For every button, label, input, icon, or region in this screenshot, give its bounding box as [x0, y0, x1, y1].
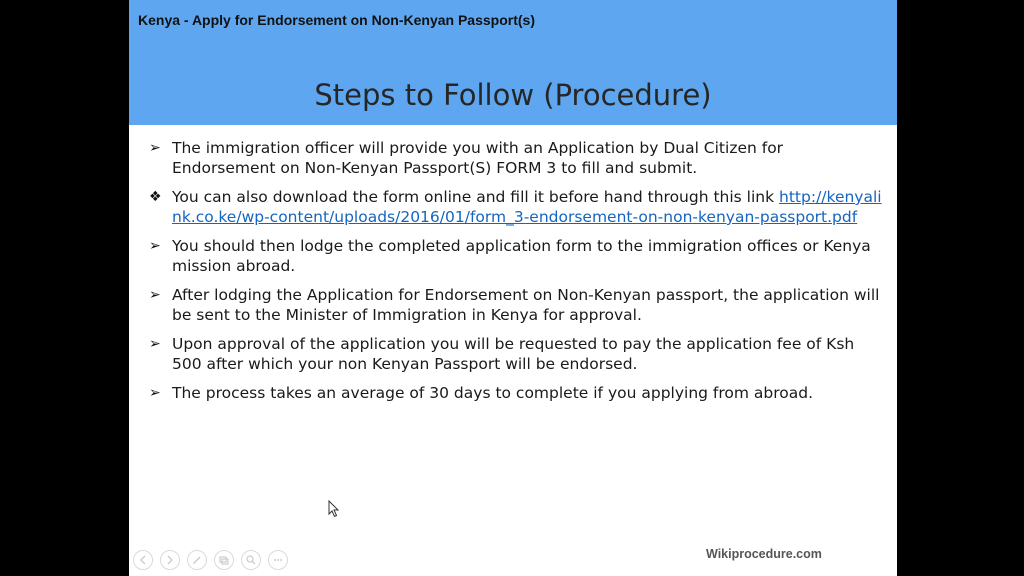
- arrowhead-bullet-icon: ➢: [149, 385, 161, 401]
- arrowhead-bullet-icon: ➢: [149, 238, 161, 254]
- form-download-link[interactable]: http://kenyalink.co.ke/wp-content/uploads/2016/01/form_3-endorsement-on-non-kenyan-passport.pdf: [172, 188, 882, 226]
- bullet-text: You can also download the form online and fill it before hand through this link: [172, 188, 775, 206]
- bullet-text: Upon approval of the application you will be requested to pay the application fee of Ksh 500 after which your non Kenyan Passport will be endorsed.: [172, 335, 855, 373]
- pen-icon[interactable]: [187, 550, 207, 570]
- slides-view-icon[interactable]: [214, 550, 234, 570]
- bullet-item: [147, 187, 887, 227]
- more-options-icon[interactable]: [268, 550, 288, 570]
- slide-title: Steps to Follow (Procedure): [314, 78, 712, 112]
- top-label: Kenya - Apply for Endorsement on Non-Kenyan Passport(s): [138, 12, 535, 28]
- bullet-list: [147, 138, 887, 403]
- bullet-item: [147, 138, 887, 178]
- previous-slide-icon[interactable]: [133, 550, 153, 570]
- arrowhead-bullet-icon: ➢: [149, 140, 161, 156]
- bullet-text: You should then lodge the completed application form to the immigration offices or Kenya mission abroad.: [172, 237, 871, 275]
- slideshow-controls: [133, 550, 288, 570]
- mouse-cursor-icon: [328, 500, 340, 518]
- bullet-item: [147, 285, 887, 325]
- slide: [129, 0, 897, 576]
- bullet-text: After lodging the Application for Endorsement on Non-Kenyan passport, the application will be sent to the Minister of Immigration in Kenya for approval.: [172, 286, 880, 324]
- arrowhead-bullet-icon: ➢: [149, 287, 161, 303]
- zoom-icon[interactable]: [241, 550, 261, 570]
- bullet-text: The immigration officer will provide you with an Application by Dual Citizen for Endorsement on Non-Kenyan Passport(S) FORM 3 to fill and submit.: [172, 139, 784, 177]
- next-slide-icon[interactable]: [160, 550, 180, 570]
- diamond-bullet-icon: ❖: [149, 189, 162, 205]
- footer-brand: Wikiprocedure.com: [706, 547, 822, 561]
- bullet-item: [147, 334, 887, 374]
- bullet-item: [147, 236, 887, 276]
- bullet-text: The process takes an average of 30 days to complete if you applying from abroad.: [172, 384, 814, 402]
- header-band: [129, 0, 897, 125]
- bullet-item: [147, 383, 887, 403]
- arrowhead-bullet-icon: ➢: [149, 336, 161, 352]
